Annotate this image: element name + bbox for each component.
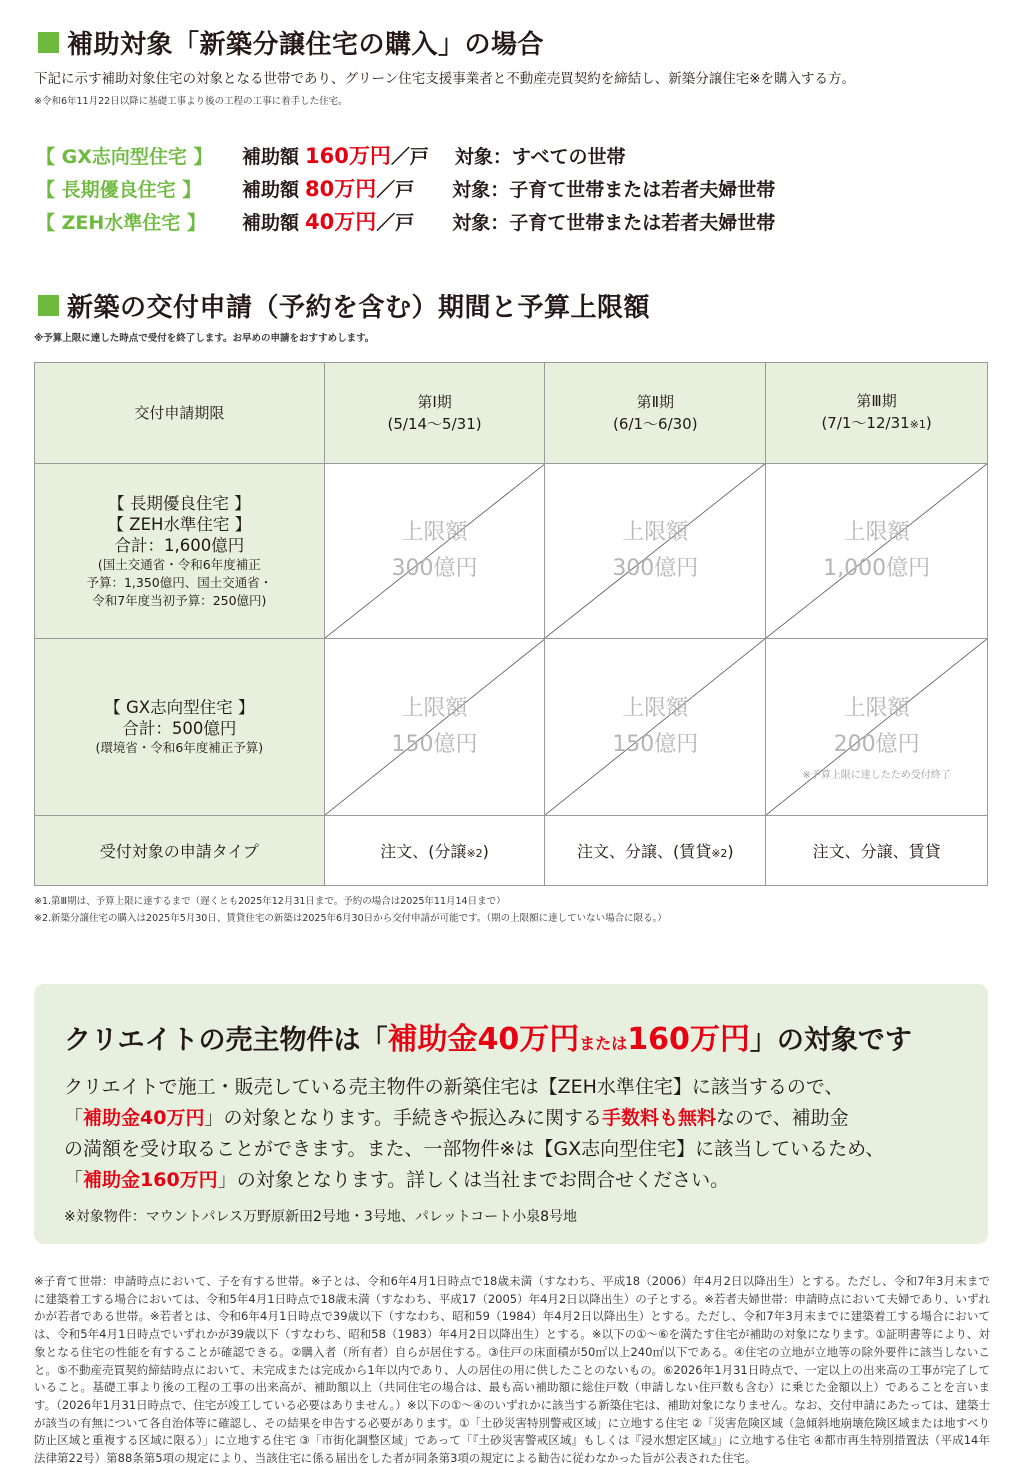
subsidy-list <box>36 140 775 236</box>
sold-out-note: ※予算上限に達したため受付終了 <box>802 770 951 781</box>
subsidy-row: 【 長期優良住宅 】 補助額 80万円 ／戸 対象：子育て世帯または若者夫婦世帯 <box>36 177 776 201</box>
table-corner-cell: 交付申請期限 <box>35 363 325 464</box>
budget-cell: 上限額 200億円 ※予算上限に達したため受付終了 <box>766 639 988 816</box>
period-3-header: 第Ⅲ期 (7/1〜12/31※1) <box>766 363 988 464</box>
application-type-cell: 注文、分譲、賃貸 <box>766 816 988 886</box>
category-long-life-zeh: 【 長期優良住宅 】 【 ZEH水準住宅 】 合計：1,600億円 (国土交通省・令和6年度補正 予算：1,350億円、国土交通省・ 令和7年度当初予算：250億円) <box>35 464 325 639</box>
application-type-cell: 注文、(分譲※2) <box>324 816 545 886</box>
period-1-header: 第Ⅰ期 (5/14〜5/31) <box>324 363 545 464</box>
budget-table <box>34 362 988 886</box>
application-type-label: 受付対象の申請タイプ <box>35 816 325 886</box>
subsidy-row: 【 ZEH水準住宅 】 補助額 40万円 ／戸 対象：子育て世帯または若者夫婦世帯 <box>36 210 776 234</box>
green-square-icon <box>38 32 59 53</box>
section2-note: ※予算上限に達した時点で受付を終了します。お早めの申請をおすすめします。 <box>34 333 375 344</box>
promo-box <box>34 984 988 1244</box>
footer-notes: ※子育て世帯：申請時点において、子を有する世帯。※子とは、令和6年4月1日時点で18歳未満（すなわち、平成18（2006）年4月2日以降出生）とする。ただし、令和7年3月末までに建築着工する場合においては、令和5年4月1日時点で18歳未満（すなわち、平成17（2005）年4月2日以降出生）の子とする。※若者夫婦世帯：申請時点において夫婦であり、いずれかが若者である世帯。※若者とは、令和6年4月1日時点で39歳以下（すなわち、昭和59（1984）年4月2日以降出生）とする。ただし、令和7年3月末までに建築着工する場合においては、令和5年4月1日時点でいずれかが39歳以下（すなわち、昭和58（1983）年4月2日以降出生）とする。※以下の①〜⑥を満たす住宅が補助の対象になります。①証明書等により、対象となる住宅の性能を有することが確認できる。②購入者（所有者）自らが居住する。③住戸の床面積が50㎡以上240㎡以下である。④住宅の立地が立地等の除外要件に該当しないこと。⑤不動産売買契約締結時点において、未完成または完成から1年以内であり、人の居住の用に供したことのないもの。⑥2026年1月31日時点で、一定以上の出来高の工事が完了していること。基礎工事より後の工程の工事の出来高が、補助額以上（共同住宅の場合は、最も高い補助額に総住戸数（申請しない住戸数も含む）に乗じた金額以上）であることを言います。（2026年1月31日時点で、住宅が竣工している必要はありません。）※以下の①〜④のいずれかに該当する新築住宅は、補助対象になりません。なお、交付申請にあたっては、建築士が該当の有無について各自治体等に確認し、その結果を申告する必要があります。①「土砂災害特別警戒区域」に立地する住宅 ②「災害危険区域（急傾斜地崩壊危険区域または地すべり防止区域と重複する区域に限る）」に立地する住宅 ③「市街化調整区域」であって「『土砂災害警戒区域』もしくは『浸水想定区域』」に立地する住宅 ④都市再生特別措置法（平成14年法律第22号）第88条第5項の規定により、当該住宅に係る届出をした者が同条第3項の規定による勧告に従わなかった旨が公表された住宅。 <box>34 1274 990 1466</box>
section1-lead: 下記に示す補助対象住宅の対象となる世帯であり、グリーン住宅支援事業者と不動産売買契約を締結し、新築分譲住宅※を購入する方。 <box>34 71 856 87</box>
table-footnote-1: ※1.第Ⅲ期は、予算上限に達するまで（遅くとも2025年12月31日まで。予約の場合は2025年11月14日まで） <box>34 896 506 907</box>
subsidy-row: 【 GX志向型住宅 】 補助額 160万円 ／戸 対象：すべての世帯 <box>36 144 626 168</box>
table-footnote-2: ※2.新築分譲住宅の購入は2025年5月30日、賃貸住宅の新築は2025年6月30日から交付申請が可能です。（期の上限額に達していない場合に限る。） <box>34 913 667 924</box>
budget-cell: 上限額 150億円 <box>545 639 766 816</box>
budget-cell: 上限額 1,000億円 <box>766 464 988 639</box>
section1-note: ※令和6年11月22日以降に基礎工事より後の工程の工事に着手した住宅。 <box>34 96 348 107</box>
section2-heading: 新築の交付申請（予約を含む）期間と予算上限額 <box>38 287 650 324</box>
budget-cell: 上限額 300億円 <box>324 464 545 639</box>
promo-note: ※対象物件：マウントパレス万野原新田2号地・3号地、パレットコート小泉8号地 <box>64 1209 578 1225</box>
period-2-header: 第Ⅱ期 (6/1〜6/30) <box>545 363 766 464</box>
promo-body: クリエイトで施工・販売している売主物件の新築住宅は【ZEH水準住宅】に該当するので、 「補助金40万円」の対象となります。手続きや振込みに関する手数料も無料なので、補助金 の満額を受け取ることができます。また、一部物件※は【GX志向型住宅】に該当しているため、 「補助金160万円」の対象となります。詳しくは当社までお問合せください。 <box>64 1076 885 1191</box>
application-type-cell: 注文、分譲、(賃貸※2) <box>545 816 766 886</box>
section1-heading: 補助対象「新築分譲住宅の購入」の場合 <box>38 24 544 61</box>
green-square-icon <box>38 295 59 316</box>
category-gx: 【 GX志向型住宅 】 合計：500億円 (環境省・令和6年度補正予算) <box>35 639 325 816</box>
promo-title: クリエイトの売主物件は「補助金40万円または160万円」の対象です <box>64 1022 912 1057</box>
budget-cell: 上限額 300億円 <box>545 464 766 639</box>
budget-cell: 上限額 150億円 <box>324 639 545 816</box>
